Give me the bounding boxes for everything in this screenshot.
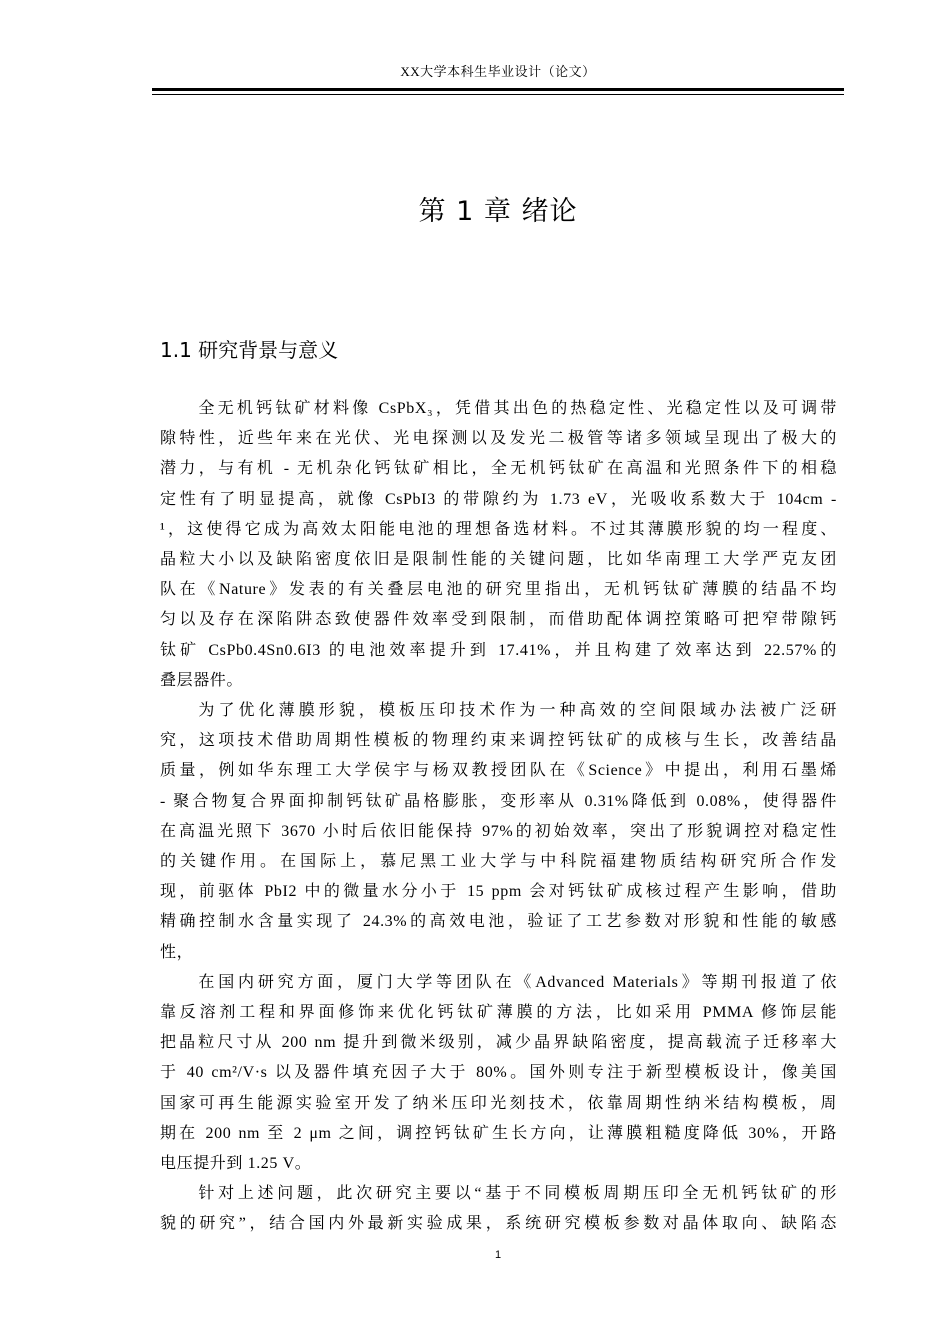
body-text [160,394,837,1240]
text-line: 全无机钙钛矿材料像 CsPbX₃，凭借其出色的热稳定性、光稳定性以及可调带 [198,400,837,417]
text-line: 队在《Nature》发表的有关叠层电池的研究里指出，无机钙钛矿薄膜的结晶不均 [160,581,837,599]
text-line: ¹，这使得它成为高效太阳能电池的理想备选材料。不过其薄膜形貌的均一程度、 [160,520,837,538]
text-line: 国家可再生能源实验室开发了纳米压印光刻技术，依靠周期性纳米结构模板，周 [160,1094,837,1112]
header-rule-thin [152,94,844,95]
paragraph-2 [160,696,837,968]
chapter-title: 第 1 章 绪论 [418,196,578,227]
text-line: 针对上述问题，此次研究主要以“基于不同模板周期压印全无机钙钛矿的形 [198,1185,837,1203]
text-line: 精确控制水含量实现了 24.3%的高效电池，验证了工艺参数对形貌和性能的敏感 [160,913,837,931]
text-line: 在国内研究方面，厦门大学等团队在《Advanced Materials》等期刊报道了依 [198,973,837,991]
paragraph-4 [160,1179,837,1239]
text-line: 钛矿 CsPb0.4Sn0.6I3 的电池效率提升到 17.41%，并且构建了效率达到 22.57%的 [160,641,837,659]
text-line: 叠层器件。 [160,671,244,689]
page-number: 1 [494,1249,502,1261]
section-title: 1.1 研究背景与意义 [160,338,339,362]
text-line: 隙特性，近些年来在光伏、光电探测以及发光二极管等诸多领域呈现出了极大的 [160,430,837,448]
text-line: 在高温光照下 3670 小时后依旧能保持 97%的初始效率，突出了形貌调控对稳定性 [160,822,837,840]
text-line: 性， [160,943,194,961]
text-line: 靠反溶剂工程和界面修饰来优化钙钛矿薄膜的方法，比如采用 PMMA 修饰层能 [160,1004,837,1022]
text-line: 为了优化薄膜形貌，模板压印技术作为一种高效的空间限域办法被广泛研 [198,702,837,720]
text-line: 电压提升到 1.25 V。 [160,1155,312,1173]
text-line: 的关键作用。在国际上，慕尼黑工业大学与中科院福建物质结构研究所合作发 [160,853,837,871]
text-line: 把晶粒尺寸从 200 nm 提升到微米级别，减少晶界缺陷密度，提高载流子迁移率大 [160,1034,837,1052]
text-line: 匀以及存在深陷阱态致使器件效率受到限制，而借助配体调控策略可把窄带隙钙 [160,611,837,629]
text-line: 现，前驱体 PbI2 中的微量水分小于 15 ppm 会对钙钛矿成核过程产生影响，借助 [160,883,837,901]
text-line: - 聚合物复合界面抑制钙钛矿晶格膨胀，变形率从 0.31%降低到 0.08%，使得器件 [160,792,837,810]
text-line: 潜力，与有机 - 无机杂化钙钛矿相比，全无机钙钛矿在高温和光照条件下的相稳 [160,460,837,478]
text-line: 于 40 cm²/V·s 以及器件填充因子大于 80%。国外则专注于新型模板设计，像美国 [160,1064,837,1082]
text-line: 定性有了明显提高，就像 CsPbI3 的带隙约为 1.73 eV，光吸收系数大于 104cm - [160,490,837,508]
paragraph-1 [160,394,837,696]
text-line: 期在 200 nm 至 2 μm 之间，调控钙钛矿生长方向，让薄膜粗糙度降低 30%，开路 [160,1124,837,1142]
running-header: XX大学本科生毕业设计（论文） [400,64,596,79]
paragraph-3 [160,968,837,1179]
text-line: 质量，例如华东理工大学侯宇与杨双教授团队在《Science》中提出，利用石墨烯 [160,762,837,780]
text-line: 貌的研究”，结合国内外最新实验成果，系统研究模板参数对晶体取向、缺陷态 [160,1215,837,1233]
text-line: 晶粒大小以及缺陷密度依旧是限制性能的关键问题，比如华南理工大学严克友团 [160,551,837,569]
text-line: 究，这项技术借助周期性模板的物理约束来调控钙钛矿的成核与生长，改善结晶 [160,732,837,750]
header-rule-thick [152,88,844,91]
